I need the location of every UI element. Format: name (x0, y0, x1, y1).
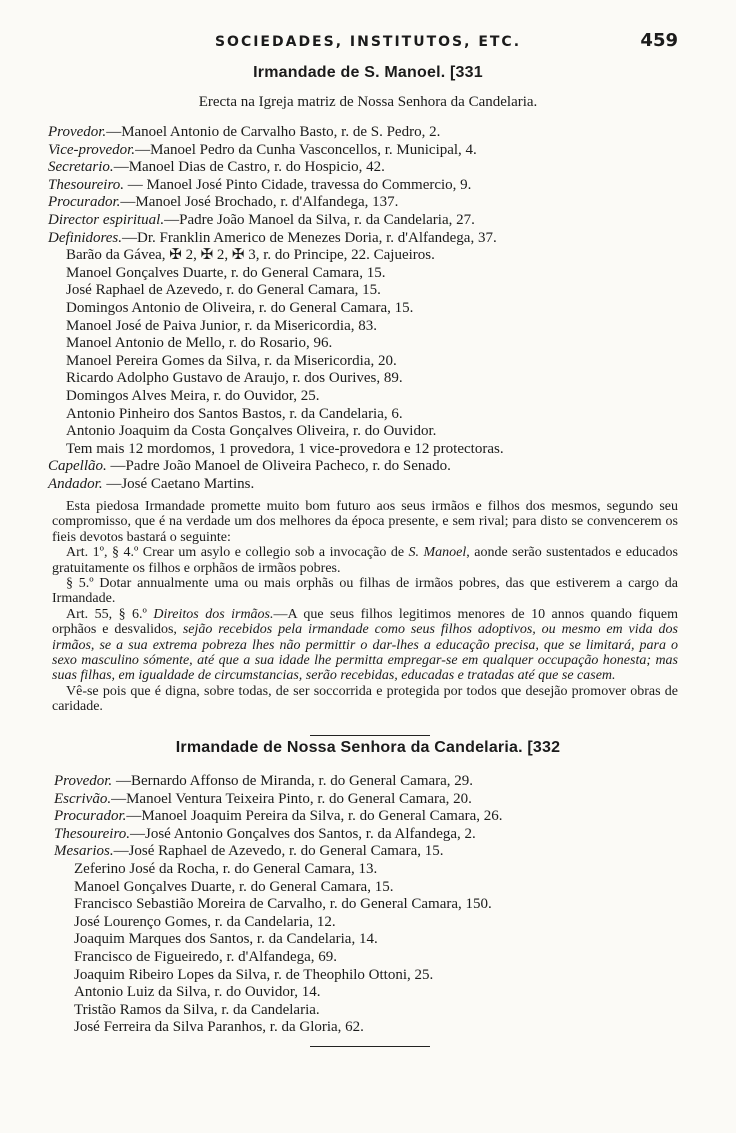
entry-text: Manoel Pereira Gomes da Silva, r. da Misericordia, 20. (66, 352, 397, 369)
list-item (0, 406, 736, 423)
role-label: Procurador. (54, 808, 127, 825)
entry-text: Tristão Ramos da Silva, r. da Candelaria. (74, 1001, 320, 1018)
list-item (0, 282, 736, 299)
entry-text: José Ferreira da Silva Paranhos, r. da Gloria, 62. (74, 1019, 364, 1036)
entry-text: —Manoel Pedro da Cunha Vasconcellos, r. Municipal, 4. (135, 141, 477, 158)
role-label: Procurador. (48, 194, 121, 211)
entry-text: Antonio Luiz da Silva, r. do Ouvidor, 14. (74, 984, 321, 1001)
para-3: § 5.º Dotar annualmente uma ou mais orphãs ou filhas de irmãos pobres, das que estiverem a cargo da Irmandade. (52, 576, 678, 607)
entry-text: Antonio Joaquim da Costa Gonçalves Oliveira, r. do Ouvidor. (66, 423, 437, 440)
list-item (0, 441, 736, 458)
list-item (0, 861, 736, 878)
section-heading: Irmandade de S. Manoel. [331 (253, 64, 483, 81)
entry-text: Manoel Gonçalves Duarte, r. do General Camara, 15. (66, 264, 386, 281)
entry-text: Manoel Antonio de Mello, r. do Rosario, 96. (66, 335, 333, 352)
role-label: Secretario. (48, 159, 114, 176)
section-heading-2: Irmandade de Nossa Senhora da Candelaria. [332 (175, 739, 561, 756)
entry-text: —Manoel Antonio de Carvalho Basto, r. de S. Pedro, 2. (106, 124, 441, 140)
para-4-a: Art. 55, § 6.º (66, 606, 154, 622)
entry-text: Domingos Antonio de Oliveira, r. do General Camara, 15. (66, 300, 414, 316)
role-label: Mesarios. (54, 843, 114, 860)
list-item (0, 194, 736, 211)
entry-text: Francisco de Figueiredo, r. d'Alfandega, 69. (74, 949, 338, 965)
entry-text: Manoel Gonçalves Duarte, r. do General Camara, 15. (74, 878, 394, 895)
list-item (0, 318, 736, 335)
section-title-candelaria (0, 739, 736, 757)
list-item (0, 949, 736, 966)
entry-text: —José Raphael de Azevedo, r. do General Camara, 15. (113, 843, 444, 860)
list-item (0, 177, 736, 194)
entry-text: —Manoel Ventura Teixeira Pinto, r. do General Camara, 20. (111, 790, 472, 807)
page-number: 459 (640, 30, 678, 51)
role-label: Andador. (48, 476, 103, 492)
section-divider (310, 735, 430, 736)
role-label: Capellão. (48, 458, 107, 475)
entry-text: Zeferino José da Rocha, r. do General Camara, 13. (74, 861, 378, 877)
role-label: Provedor. (54, 773, 113, 789)
subtitle-text: Erecta na Igreja matriz de Nossa Senhora da Candelaria. (198, 94, 538, 110)
list-item (0, 826, 736, 843)
para-2-c: , aonde serão sustentados e educados gratuitamente os filhos e orphãos de irmãos pobres. (52, 545, 678, 576)
list-item (0, 791, 736, 808)
para-4-b: Direitos dos irmãos. (153, 606, 274, 622)
entry-text: —Bernardo Affonso de Miranda, r. do General Camara, 29. (112, 773, 474, 789)
role-label: Escrivão. (54, 790, 112, 807)
list-item (0, 1019, 736, 1036)
entry-text: —Manoel Joaquim Pereira da Silva, r. do General Camara, 26. (126, 808, 503, 825)
para-4-c: —A que seus filhos legitimos menores de 10 annos quando fiquem orphãos e desvalidos, (52, 606, 678, 638)
list-item (0, 300, 736, 317)
role-label: Thesoureiro. (48, 176, 124, 193)
role-label: Provedor. (48, 124, 107, 140)
list-item (0, 808, 736, 825)
entry-text: — Manoel José Pinto Cidade, travessa do Commercio, 9. (123, 176, 472, 193)
role-label: Vice-provedor. (48, 141, 136, 158)
list-item (0, 335, 736, 352)
entry-text: —Dr. Franklin Americo de Menezes Doria, r. d'Alfandega, 37. (122, 229, 497, 246)
list-item (0, 914, 736, 931)
entry-text: José Lourenço Gomes, r. da Candelaria, 12. (74, 913, 336, 930)
list-item (0, 230, 736, 247)
list-item (0, 124, 736, 141)
list-item (0, 458, 736, 475)
list-item (0, 984, 736, 1001)
entry-text: —José Antonio Gonçalves dos Santos, r. da Alfandega, 2. (129, 825, 476, 842)
para-4-d: sejão recebidos pela irmandade como seus filhos adoptivos, ou mesmo em vida dos irmãos, se a sua extrema pobreza lhes não permittir o dar-lhes a educação precisa, que se limitará, para o sexo masculino sómente, até que a sua idade lhe permitta empregar-se em qualquer occupação honesta; mas suas filhas, em igualdade de circumstancias, serão recebidas, educadas e tratadas até que se casem. (52, 622, 678, 684)
list-item (0, 142, 736, 159)
entry-text: Ricardo Adolpho Gustavo de Araujo, r. dos Ourives, 89. (66, 370, 403, 387)
running-head: SOCIEDADES, INSTITUTOS, ETC. (214, 34, 522, 50)
s1-paragraph (52, 499, 678, 715)
list-item (0, 388, 736, 405)
list-item (0, 247, 736, 264)
entry-text: —José Caetano Martins. (102, 476, 255, 492)
list-item (0, 212, 736, 229)
list-item (0, 896, 736, 913)
list-item (0, 967, 736, 984)
bottom-rule (310, 1046, 430, 1047)
entry-text: Antonio Pinheiro dos Santos Bastos, r. da Candelaria, 6. (66, 405, 403, 422)
para-2 (52, 545, 678, 576)
entry-text: Manoel José de Paiva Junior, r. da Misericordia, 83. (66, 317, 378, 334)
list-item (0, 476, 736, 493)
entry-text: —Padre João Manoel de Oliveira Pacheco, r. do Senado. (106, 458, 451, 475)
para-1: Esta piedosa Irmandade promette muito bom futuro aos seus irmãos e filhos dos mesmos, segundo seu compromisso, que é na verdade um dos melhores da época presente, e sem rival; para disto se convencerem os fieis devotos bastará o seguinte: (52, 499, 678, 545)
list-item (0, 370, 736, 387)
entry-text: Francisco Sebastião Moreira de Carvalho, r. do General Camara, 150. (74, 896, 492, 913)
section-subtitle (0, 94, 736, 111)
para-5: Vê-se pois que é digna, sobre todas, de ser soccorrida e protegida por todos que desejão promover obras de caridade. (52, 683, 678, 715)
role-label: Director espiritual. (48, 212, 165, 228)
entry-text: —Manoel Dias de Castro, r. do Hospicio, 42. (113, 159, 385, 176)
entry-text: Joaquim Marques dos Santos, r. da Candelaria, 14. (74, 931, 378, 948)
entry-text: —Manoel José Brochado, r. d'Alfandega, 137. (120, 194, 399, 211)
entry-text: —Padre João Manoel da Silva, r. da Candelaria, 27. (164, 212, 475, 228)
role-label: Definidores. (48, 229, 123, 246)
para-2-b: S. Manoel (408, 545, 467, 561)
para-4 (52, 607, 678, 684)
list-item (0, 423, 736, 440)
list-item (0, 1002, 736, 1019)
list-item (0, 773, 736, 790)
para-2-a: Art. 1º, § 4.º Crear um asylo e collegio sob a invocação de (66, 545, 409, 561)
entry-text: José Raphael de Azevedo, r. do General Camara, 15. (66, 282, 381, 299)
list-item (0, 265, 736, 282)
section-title-s-manoel (0, 64, 736, 82)
entry-text: Domingos Alves Meira, r. do Ouvidor, 25. (66, 388, 320, 404)
list-item (0, 843, 736, 860)
entry-text: Tem mais 12 mordomos, 1 provedora, 1 vice-provedora e 12 protectoras. (66, 440, 504, 457)
list-item (0, 931, 736, 948)
list-item (0, 353, 736, 370)
list-item (0, 159, 736, 176)
list-item (0, 879, 736, 896)
entry-text: Barão da Gávea, ✠ 2, ✠ 2, ✠ 3, r. do Principe, 22. Cajueiros. (66, 247, 435, 264)
role-label: Thesoureiro. (54, 825, 130, 842)
entry-text: Joaquim Ribeiro Lopes da Silva, r. de Theophilo Ottoni, 25. (74, 966, 434, 983)
